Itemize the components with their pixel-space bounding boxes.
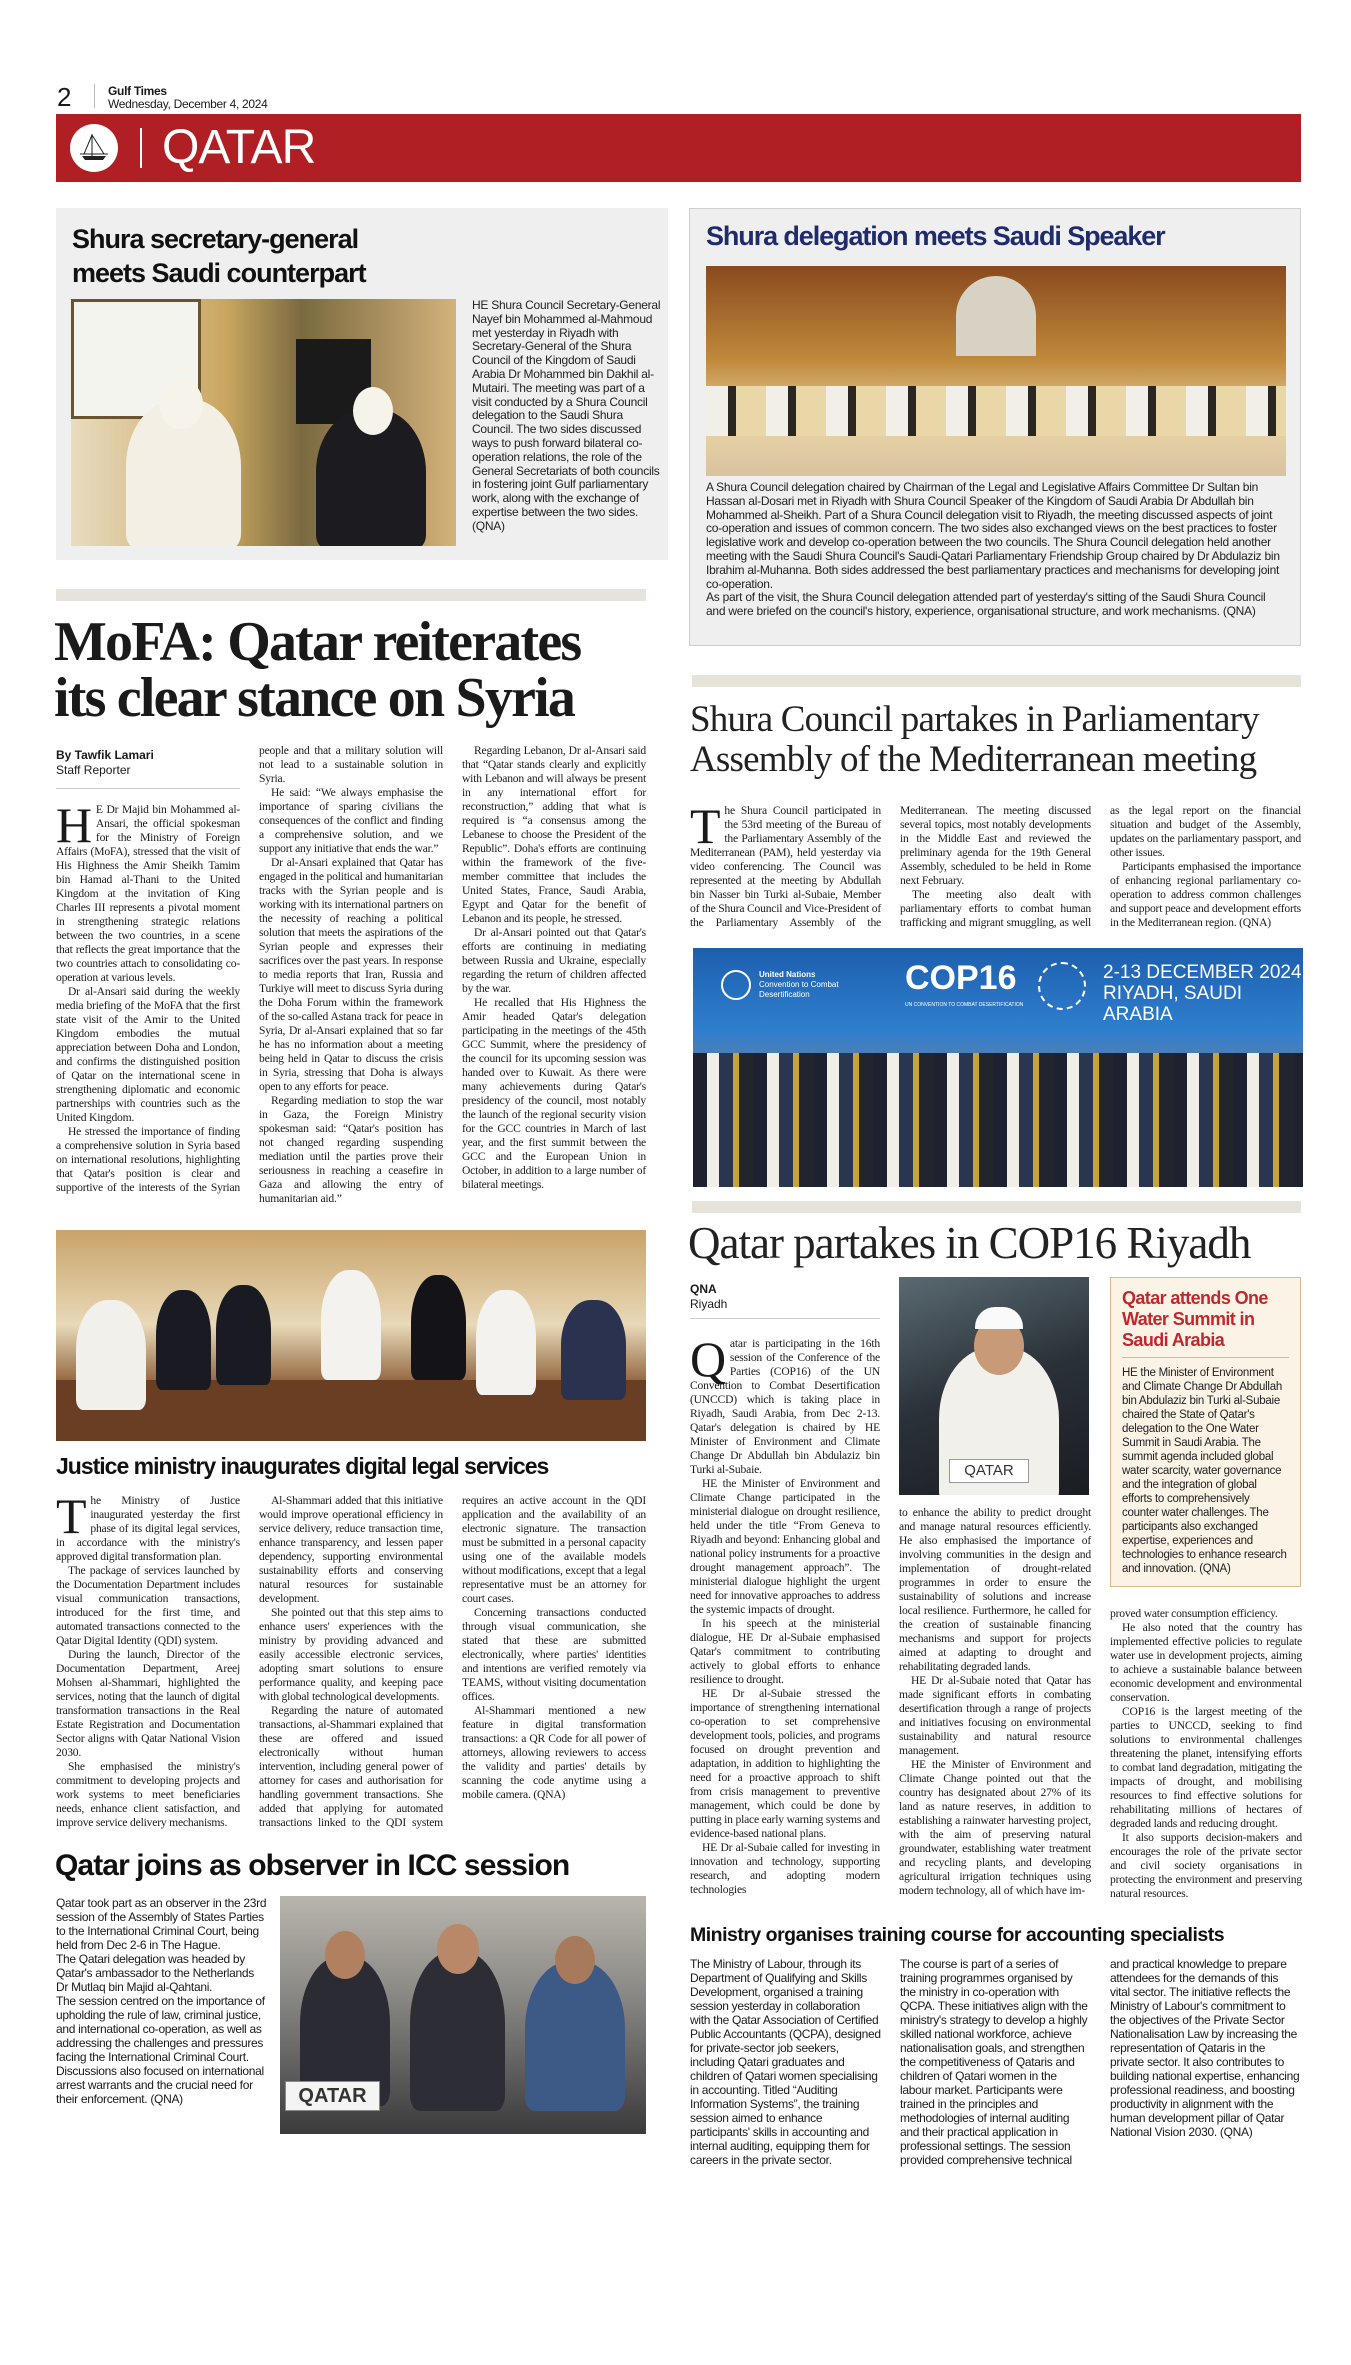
paragraph: The course is part of a series of training programmes organised by the ministry in co-operation with QCPA. These initiatives align with the ministry's strategy to develop a highly skilled national workforce, achieve nationalisation goals, and strengthen the competitiveness of Qataris and children of Qatari women in the labour market. Participants were trained in the principles and methodologies of internal auditing and their practical application in professional settings. The session provided comprehensive technical and practical knowledge to prepare attendees for the demands of this vital sector. The initiative reflects the Ministry of Labour's commitment to the objectives of the Private Sector Nationalisation Law by increasing the representation of Qataris in the private sector. It also contributes to building national expertise, enhancing professional readiness, and boosting productivity in alignment with the human development pillar of Qatar National Vision 2030. (QNA)	[900, 1957, 1300, 2167]
mofa-headline	[54, 611, 646, 729]
shura-sg-story	[56, 208, 668, 560]
paragraph: The Qatari delegation was headed by Qatar's ambassador to the Netherlands Dr Mutlaq bin Majid al-Qahtani.	[56, 1952, 254, 1994]
paragraph: Qatar took part as an observer in the 23rd session of the Assembly of States Parties to the International Criminal Court, being held from Dec 2-6 in The Hague.	[56, 1896, 267, 1952]
pam-headline	[690, 700, 1301, 780]
source-label: QNA	[690, 1282, 717, 1296]
section-banner	[56, 114, 1301, 182]
paragraph: The meeting also dealt with parliamentary efforts to combat human trafficking and migrant smuggling, as well as the legal report on the financial situation and budget of the Assembly, updates on the parliamentary passport, and other issues.	[900, 804, 1301, 929]
paragraph: The Shura Council participated in the 53rd meeting of the Bureau of the Parliamentary Assembly of the Mediterranean (PAM), held yesterday via video conferencing. The Council was represented at the meeting by Abdullah bin Nasser bin Turki al-Subaie, Member of the Shura Council and Vice-President of the Parliamentary Assembly of the Mediterranean. The meeting discussed several topics, most notably developments in the Middle East and reviewed the preliminary agenda for the 19th General Assembly, scheduled to be held in Rome next February.	[690, 798, 1091, 929]
headline-line: Assembly of the Mediterranean meeting	[690, 739, 1257, 780]
banner-date-text: 2-13 DECEMBER 2024	[1103, 962, 1302, 983]
paragraph: He stressed the importance of finding a comprehensive solution in Syria based on international resolutions, highlighting that Qatar's position is clear and supportive of the interests of the Syrian people and that a military solution will not lead to a sustainable solution in Syria.	[56, 744, 443, 1194]
section-title: QATAR	[162, 121, 316, 174]
paragraph: HE Dr al-Subaie stressed the importance of strengthening international co-operation to set comprehensive development tools, policies, and programs focused on drought prevention and adaptation, in addition to highlighting the need for a proactive approach to shift from crisis management to preventive management, which could be done by putting in place early warning systems and evidence-based national plans.	[690, 1687, 880, 1840]
left-column	[56, 589, 646, 2134]
cop16-dateline	[690, 1282, 880, 1319]
section-rule	[692, 1201, 1301, 1213]
cop16-column-2	[899, 1277, 1091, 1898]
paragraph: During the launch, Director of the Documentation Department, Areej Mohsen al-Shammari, highlighted the services, noting that the launch of digital transformation transactions in the Real Estate Registration and Documentation Sector aligns with Qatar National Vision 2030.	[56, 1648, 240, 1759]
shura-delegation-caption	[706, 481, 1286, 619]
headline-line: MoFA: Qatar reiterates	[54, 611, 581, 673]
shura-delegation-story	[689, 208, 1301, 646]
banner-dates	[1103, 962, 1303, 1025]
cop16-emblem-icon	[1038, 962, 1086, 1010]
paragraph: HE Dr Majid bin Mohammed al-Ansari, the official spokesman for the Ministry of Foreign Affairs (MoFA), stressed that the visit of His Highness the Amir Sheikh Tamim bin Hamad al-Thani to the United Kingdom at the invitation of King Charles III represents a pivotal moment in strengthening strategic relations between the two countries, in a scene that reflects the great importance that the two countries attach to consolidating co-operation at various levels.	[56, 797, 240, 984]
icc-session-photo	[280, 1896, 646, 2134]
paragraph: He recalled that His Highness the Amir headed Qatar's delegation participating in the meetings of the 45th GCC Summit, where the presidency of the council for its upcoming session was handed over to Kuwait. As there were many achievements during Qatar's presidency of the council, most notably the launch of the regional security vision for the GCC countries in March of last year, and the first summit between the GCC and the European Union in October, in addition to a large number of bilateral meetings.	[462, 996, 646, 1191]
section-rule	[692, 675, 1301, 687]
icc-headline: Qatar joins as observer in ICC session	[55, 1849, 570, 1882]
cop16-column-1-text	[690, 1331, 880, 1897]
author-name: By Tawfik Lamari	[56, 748, 154, 762]
cop16-column-2-text	[899, 1506, 1091, 1898]
seated-delegates	[706, 386, 1286, 436]
issue-date: Wednesday, December 4, 2024	[108, 97, 268, 111]
paragraph: proved water consumption efficiency.	[1110, 1607, 1278, 1620]
section-rule	[56, 589, 646, 601]
paragraph: The Ministry of Labour, through its Department of Qualifying and Skills Development, organised a training session yesterday in collaboration with the Qatar Association of Certified Public Accountants (QCPA), designed for private-sector job seekers, including Qatari graduates and children of Qatari women specialising in accounting. Titled “Auditing Information Systems”, the training session aimed to enhance participants' skills in accounting and internal auditing, equipping them for careers in the private sector.	[690, 1957, 881, 2167]
paragraph: Qatar is participating in the 16th session of the Conference of the Parties (COP16) of the UN Convention to Combat Desertification (UNCCD) which is taking place in Riyadh, Saudi Arabia, from Dec 2-13. Qatar's delegation is chaired by HE Minister of Environment and Climate Change Dr Abdullah bin Abdulaziz bin Turki al-Subaie.	[690, 1331, 880, 1476]
paper-name: Gulf Times	[108, 84, 167, 98]
paragraph: Al-Shammari added that this initiative would improve operational efficiency in service delivery, reduce transaction time, enhance transparency, and lessen paper dependency, supporting environmental sustainability efforts and conserving natural resources for sustainable development.	[259, 1494, 443, 1605]
banner-event-sub: UN CONVENTION TO COMBAT DESERTIFICATION	[905, 1002, 1024, 1008]
banner-org	[759, 970, 839, 1000]
cop16-headline: Qatar partakes in COP16 Riyadh	[688, 1218, 1251, 1268]
headline-line: meets Saudi counterpart	[72, 258, 366, 288]
justice-meeting-photo	[56, 1230, 646, 1441]
paragraph: Dr al-Ansari said during the weekly media briefing of the MoFA that the first state visit of the Amir to the United Kingdom embodies the mutual appreciation between Doha and London, and confirms the distinguished position of Qatar on the international scene in strengthening diplomatic and economic partnerships with countries such as the United Kingdom.	[56, 985, 240, 1124]
shura-delegation-photo	[706, 266, 1286, 476]
un-emblem-icon	[721, 970, 751, 1000]
paragraph: It also supports decision-makers and encourages the role of the private sector and civil society organisations in protecting the environment and preserving natural resources.	[1110, 1831, 1302, 1900]
paragraph: HE the Minister of Environment and Climate Change pointed out that the country has designated about 27% of its land as nature reserves, in addition to establishing a rainwater harvesting project, with the aim of preserving natural groundwater, establishing water treatment and recycling plants, and developing agricultural irrigation techniques using modern technology, all of which have im-	[899, 1758, 1091, 1897]
paragraph: to enhance the ability to predict drought and manage natural resources efficiently. He also emphasised the importance of involving communities in the design and implementation of drought-related programmes in order to ensure the sustainability of solutions and increase local resilience. Furthermore, he called for the creation of sustainable financing mechanisms and support for projects aimed at adapting to drought and rehabilitating degraded lands.	[899, 1506, 1091, 1673]
paragraph: The package of services launched by the Documentation Department includes visual communication transactions, introduced for the first time, and automated transactions connected to the Qatar Digital Identity (QDI) system.	[56, 1564, 240, 1647]
dateline-label: Riyadh	[690, 1297, 728, 1311]
paragraph: Al-Shammari mentioned a new feature in digital transformation transactions: a QR Code for all power of attorneys, allowing reviewers to access the validity and parties' details by scanning the code anytime using a mobile camera. (QNA)	[462, 1704, 646, 1801]
water-summit-sidebar	[1110, 1277, 1301, 1587]
paragraph: The Ministry of Justice inaugurated yesterday the first phase of its digital legal services, in accordance with the ministry's approved digital transformation plan.	[56, 1488, 240, 1563]
paragraph: He said: “We always emphasise the importance of sparing civilians the consequences of the conflict and finding a comprehensive solution, and we support any initiative that ends the war.”	[259, 786, 443, 855]
shura-sg-caption: HE Shura Council Secretary-General Nayef bin Mohammed al-Mahmoud met yesterday in Riyadh with Secretary-General of the Shura Council of the Kingdom of Saudi Arabia Dr Mohammed bin Dakhil al-Mutairi. The meeting was part of a visit conducted by a Shura Council delegation to the Saudi Shura Council. The two sides discussed ways to push forward bilateral co-operation relations, the role of the General Secretariats of both councils in fostering joint Gulf parliamentary work, along with the exchange of expertise between the two sides. (QNA)	[472, 298, 661, 533]
banner-divider	[140, 128, 142, 168]
caption-paragraph: As part of the visit, the Shura Council delegation attended part of yesterday's sitting of the Saudi Shura Council and were briefed on the council's history, experience, organisational structure, and work mechanisms. (QNA)	[706, 590, 1266, 619]
justice-body	[56, 1488, 646, 1830]
banner-org-name: United Nations	[759, 970, 816, 979]
headline-line: Shura Council partakes in Parliamentary	[690, 699, 1259, 740]
pam-body	[690, 798, 1301, 930]
paragraph: Regarding the nature of automated transactions, al-Shammari explained that these are offered and issued electronically without human intervention, including general power of attorney for cases and authorisation for handling government transactions. She added that applying for automated transactions linked to the QDI system requires an active account in the QDI application and the availability of an electronic signature. The transaction must be submitted in a personal capacity using one of the available models without modifications, except that a legal representative must be an attorney for court cases.	[259, 1494, 646, 1829]
shura-sg-headline	[72, 222, 366, 290]
banner-org-sub: Convention to Combat Desertification	[759, 980, 839, 999]
justice-headline: Justice ministry inaugurates digital legal services	[56, 1453, 549, 1479]
cop16-column-3-text	[1110, 1607, 1302, 1901]
icc-story-row	[56, 1896, 646, 2134]
paragraph: HE the Minister of Environment and Climate Change participated in the ministerial dialogue on drought resilience, held under the title “From Geneva to Riyadh and beyond: Enhancing global and national policy instruments for a proactive drought management approach”. The ministerial dialogue highlight the urgent need for innovative approaches to address the systemic impacts of drought.	[690, 1477, 880, 1616]
qatar-nameplate: QATAR	[949, 1459, 1029, 1483]
delegates-crowd	[693, 1053, 1303, 1187]
page-number: 2	[57, 82, 72, 112]
ghutra	[975, 1307, 1023, 1329]
paragraph: In his speech at the ministerial dialogue, HE Dr al-Subaie emphasised Qatar's commitment to contributing actively to global efforts to enhance resilience to drought.	[690, 1617, 880, 1686]
headline-line: Shura secretary-general	[72, 224, 359, 254]
shura-sg-photo	[71, 299, 456, 546]
paragraph: COP16 is the largest meeting of the parties to UNCCD, seeking to find solutions to environmental challenges threatening the planet, intensifying efforts to combat land degradation, mitigating the impacts of drought, and mobilising resources to find effective solutions for rehabilitating millions of hectares of degraded lands and reducing drought.	[1110, 1705, 1302, 1830]
paragraph: Regarding Lebanon, Dr al-Ansari said that “Qatar stands clearly and explicitly with Lebanon and will always be present in any international effort for reconstruction,” adding that what is required is “a consensus among the Lebanese to choose the President of the Republic”. Doha's efforts are continuing within the framework of the five-member committee that includes the United States, France, Saudi Arabia, Egypt and Qatar for the benefit of Lebanon and its people, he stressed.	[462, 744, 646, 925]
cop16-group-photo	[693, 948, 1303, 1187]
paragraph: Dr al-Ansari pointed out that Qatar's efforts are continuing in mediating between Russia and Ukraine, especially regarding the return of children affected by the war.	[462, 926, 646, 995]
wall-portraits	[956, 276, 1036, 356]
paragraph: HE Dr al-Subaie called for investing in innovation and technology, supporting research, and adopting modern technologies	[690, 1841, 880, 1896]
dhow-logo-icon	[70, 124, 118, 172]
paragraph: Regarding mediation to stop the war in Gaza, the Foreign Ministry spokesman said: “Qatar's position has not changed regarding suspending mediation until the parties prove their seriousness in reaching a ceasefire in Gaza and allowing the entry of humanitarian aid.”	[259, 1094, 443, 1205]
paragraph: Participants emphasised the importance of enhancing regional parliamentary co-operation to address common challenges and support peace and development efforts in the Mediterranean region. (QNA)	[1110, 860, 1301, 929]
paragraph: HE Dr al-Subaie noted that Qatar has made significant efforts in combating desertification through a range of projects and initiatives focusing on environmental sustainability and natural resource management.	[899, 1674, 1091, 1757]
labour-headline: Ministry organises training course for accounting specialists	[690, 1924, 1225, 1946]
author-role: Staff Reporter	[56, 763, 131, 777]
labour-body	[690, 1957, 1301, 2167]
minister-photo	[899, 1277, 1089, 1495]
paragraph: Concerning transactions conducted through visual communication, she stated that these are submitted electronically, where parties' identities and intentions are verified remotely via TEAMS, without visiting documentation offices.	[462, 1606, 646, 1703]
icc-body	[56, 1896, 268, 2106]
paragraph: She pointed out that this step aims to enhance users' experiences with the ministry by providing advanced and easily accessible electronic services, adopting smart solutions to ensure performance quality, and keeping pace with global technological developments.	[259, 1606, 443, 1703]
cop16-column-1	[690, 1277, 880, 1897]
mofa-body	[56, 744, 646, 1206]
water-summit-text: HE the Minister of Environment and Climate Change Dr Abdullah bin Abdulaziz bin Turki al-Subaie chaired the State of Qatar's delegation to the One Water Summit in Saudi Arabia. The summit agenda included global water scarcity, water governance and the integration of global efforts to comprehensively counter water challenges. The participants also exchanged expertise, experiences and technologies to enhance research and innovation. (QNA)	[1122, 1367, 1287, 1575]
caption-paragraph: A Shura Council delegation chaired by Chairman of the Legal and Legislative Affairs Committee Dr Sultan bin Hassan al-Dosari met in Riyadh with Shura Council Speaker of the Kingdom of Saudi Arabia Dr Abdullah bin Mohammed al-Sheikh. Part of a Shura Council delegation visit to Riyadh, the meeting discussed aspects of joint co-operation and issues of common concern. The two sides also exchanged views on the best practices to foster legislative work and develop co-operation between the two councils. The Shura Council delegation held another meeting with the Saudi Shura Council's Saudi-Qatari Parliamentary Friendship Group chaired by Dr Abdulaziz bin Ibrahim al-Muhanna. Both sides addressed the best parliamentary practices and mechanisms for developing joint co-operation.	[706, 480, 1280, 591]
qatar-nameplate: QATAR	[285, 2081, 380, 2111]
paragraph: Dr al-Ansari explained that Qatar has engaged in the political and humanitarian tracks with the Syrian people and is working with its international partners on the necessity of reaching a political solution that meets the aspirations of the Syrian people and expresses their sacrifices over the past years. In response to media reports that Iran, Russia and Turkiye will meet to discuss Syria during the Doha Forum within the framework of the so-called Astana track for peace in Syria, Dr al-Ansari explained that so far he has no information about a meeting being held in Qatar to discuss the crisis in Syria, stressing that Doha is always open to any efforts for peace.	[259, 856, 443, 1093]
banner-place-text: RIYADH, SAUDI ARABIA	[1103, 983, 1243, 1025]
header-divider	[94, 84, 95, 108]
banner-event: COP16	[905, 959, 1017, 997]
cop16-column-3	[1110, 1277, 1302, 1901]
paragraph: The session centred on the importance of upholding the rule of law, criminal justice, and international co-operation, as well as addressing the challenges and pressures facing the International Criminal Court. Discussions also focused on international arrest warrants and the crucial need for their enforcement. (QNA)	[56, 1994, 265, 2106]
paragraph: She emphasised the ministry's commitment to developing projects and work systems to meet beneficiaries needs, enhance client satisfaction, and improve service delivery mechanisms.	[56, 1760, 240, 1829]
paragraph: He also noted that the country has implemented effective policies to regulate water use in development projects, aiming to achieve a sustainable balance between economic development and environmental conservation.	[1110, 1621, 1302, 1704]
shura-delegation-headline: Shura delegation meets Saudi Speaker	[706, 221, 1165, 251]
byline	[56, 748, 240, 789]
headline-line: its clear stance on Syria	[54, 667, 575, 729]
right-column	[690, 675, 1301, 2167]
cop16-story	[690, 1277, 1301, 1901]
water-summit-headline: Qatar attends One Water Summit in Saudi Arabia	[1122, 1288, 1289, 1358]
